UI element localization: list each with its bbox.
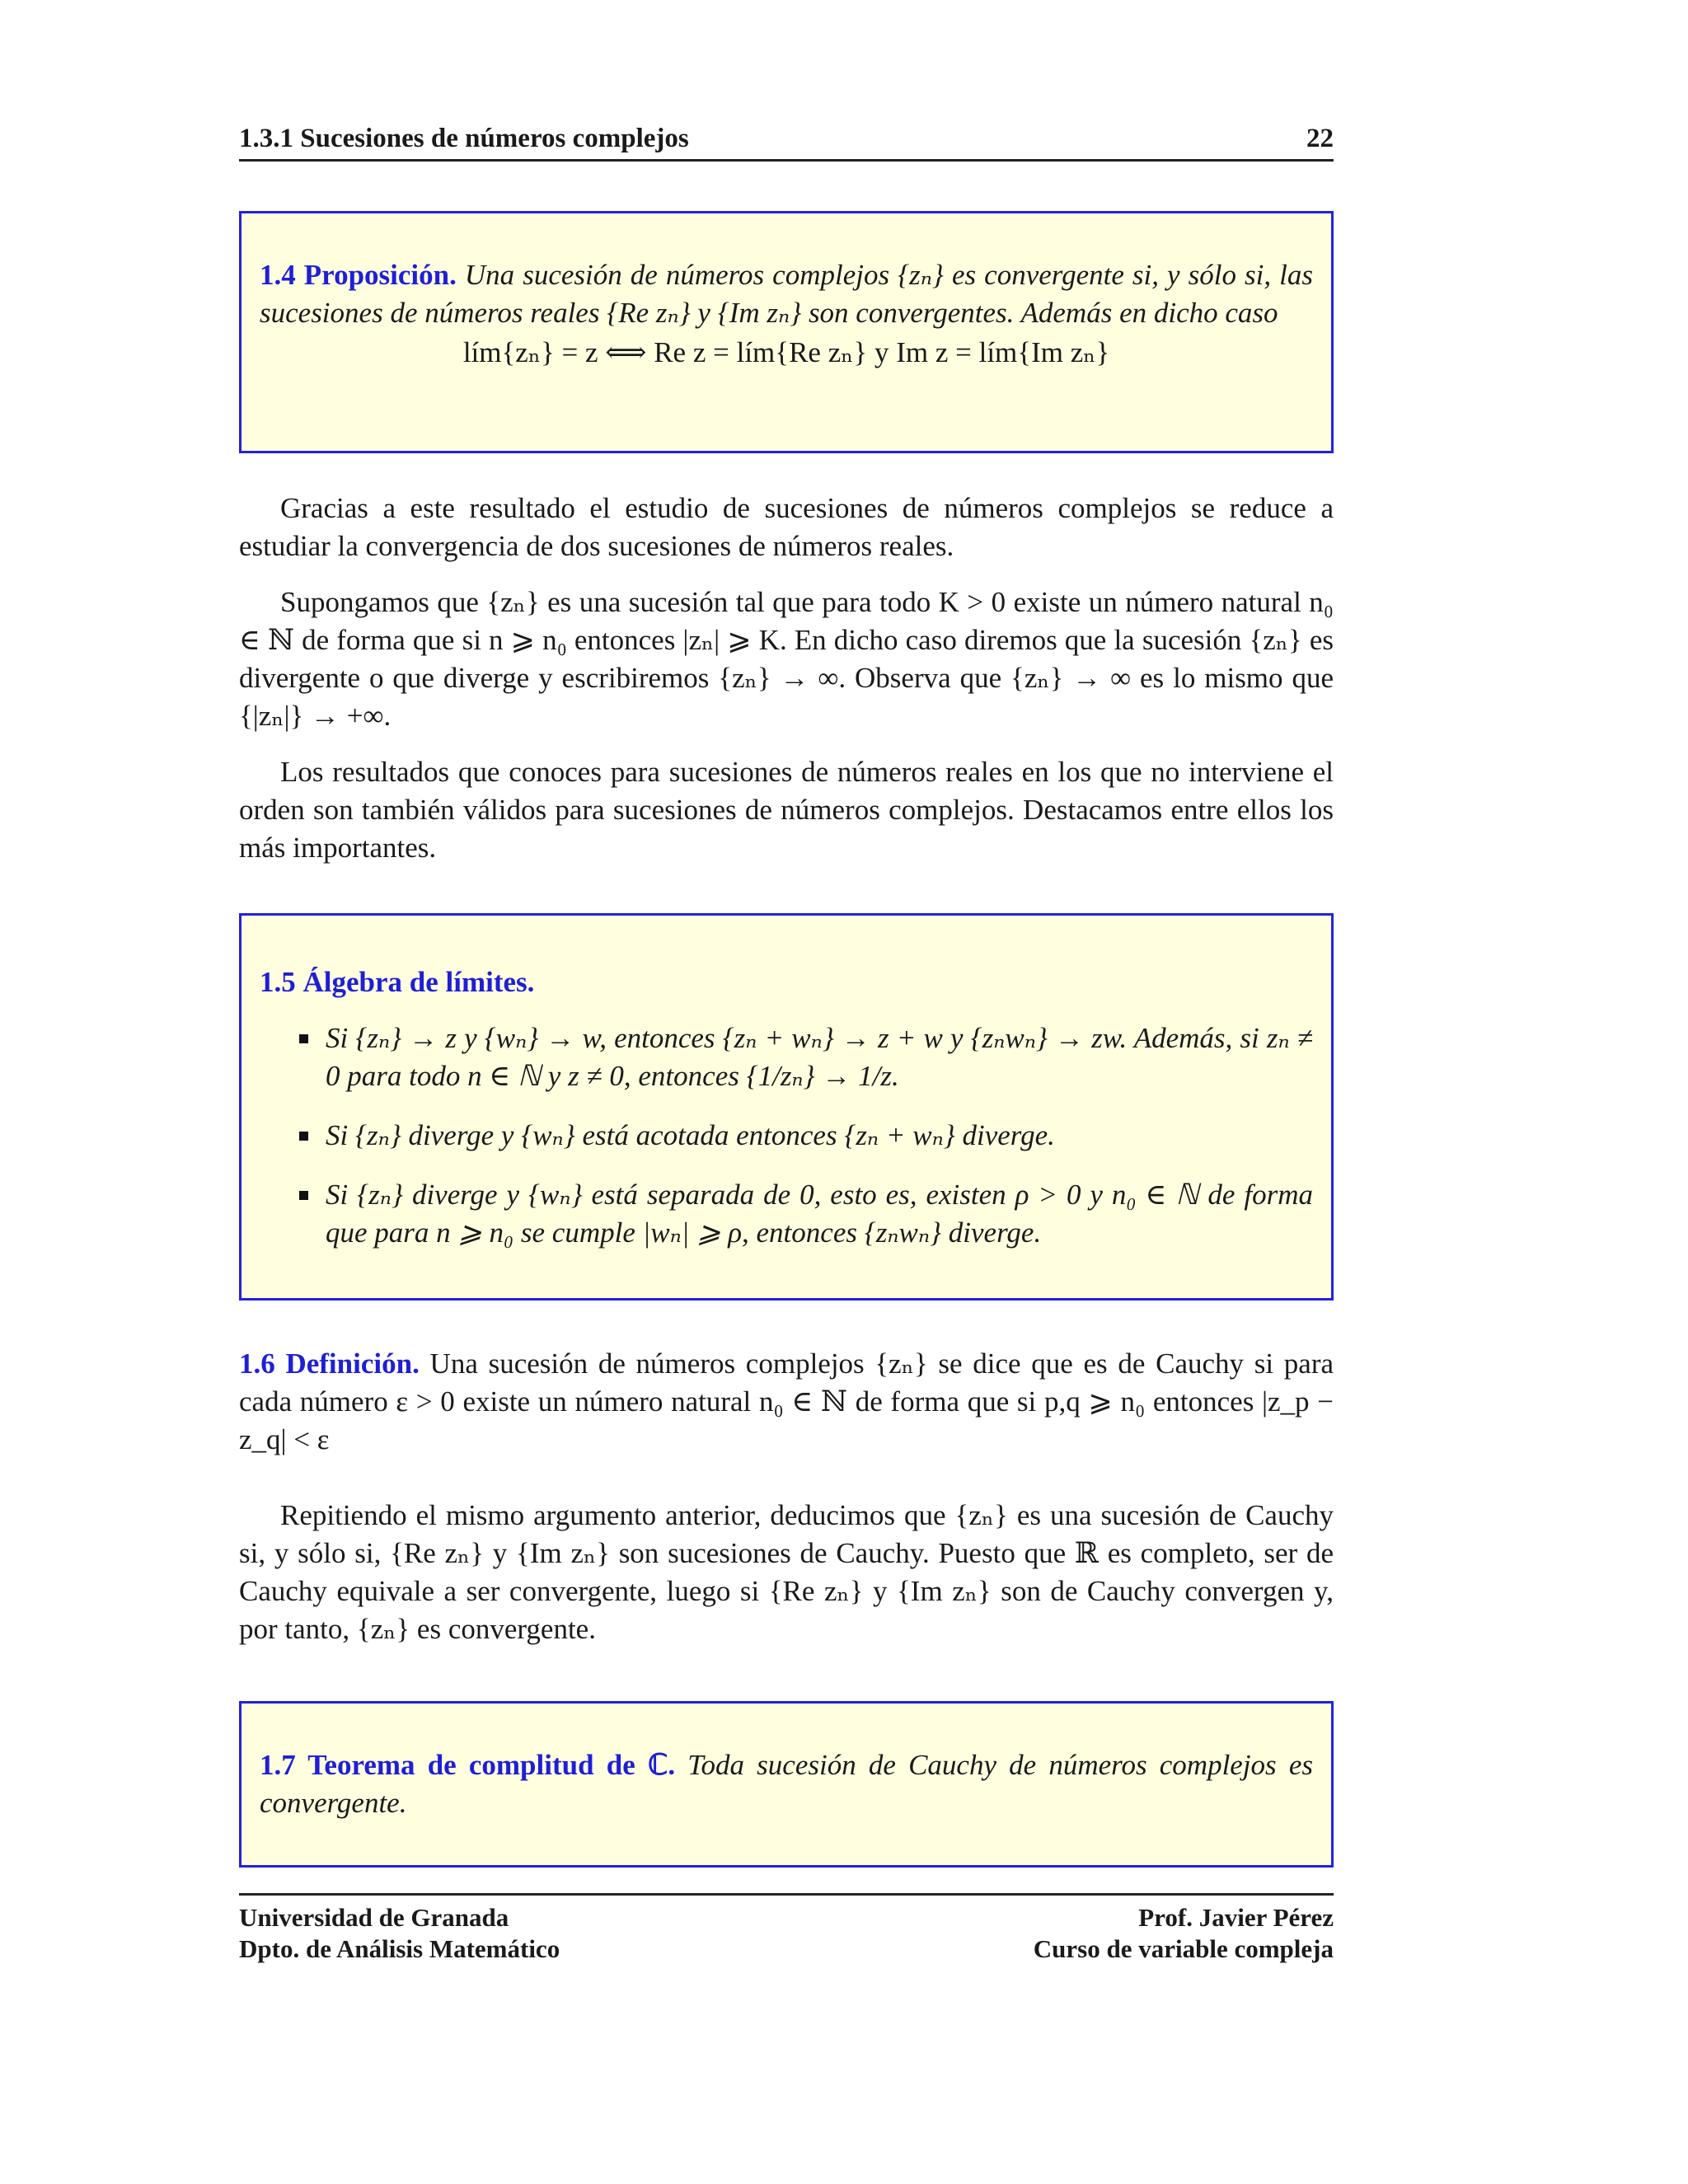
definition-text: Una sucesión de números complejos {zₙ} se dice que es de Cauchy si para cada número ε > 0 existe un número natural n₀ ∈ ℕ de forma que si p,q ⩾ n₀ entonces |z_p − z_q| < ε bbox=[239, 1347, 1334, 1455]
page-number: 22 bbox=[1306, 124, 1334, 153]
list-item: Si {zₙ} diverge y {wₙ} está separada de 0, esto es, existen ρ > 0 y n₀ ∈ ℕ de forma que para n ⩾ n₀ se cumple |wₙ| ⩾ ρ, entonces {zₙwₙ} diverge. bbox=[260, 1176, 1313, 1252]
theorem-text: Toda sucesión de Cauchy de números complejos es convergente. bbox=[260, 1749, 1313, 1819]
algebra-list bbox=[260, 1019, 1313, 1252]
definition bbox=[239, 1345, 1334, 1459]
intro-paragraphs bbox=[239, 490, 1334, 867]
theorem-box bbox=[239, 1701, 1334, 1868]
algebra-box bbox=[239, 913, 1334, 1301]
page-header bbox=[239, 124, 1334, 162]
footer-left bbox=[239, 1902, 560, 1965]
bullet-icon bbox=[299, 1132, 308, 1141]
proposition-text: Una sucesión de números complejos {zₙ} es convergente si, y sólo si, las sucesiones de números reales {Re zₙ} y {Im zₙ} son convergentes. Además en dicho caso bbox=[260, 259, 1313, 329]
cauchy-paragraph bbox=[239, 1497, 1334, 1648]
bullet-icon bbox=[299, 1191, 308, 1200]
footer-course: Curso de variable compleja bbox=[1033, 1934, 1334, 1963]
definition-label: 1.6 Definición. bbox=[239, 1347, 420, 1380]
page-footer bbox=[239, 1893, 1334, 1965]
footer-author: Prof. Javier Pérez bbox=[1138, 1903, 1334, 1932]
footer-department: Dpto. de Análisis Matemático bbox=[239, 1934, 560, 1963]
paragraph: Gracias a este resultado el estudio de sucesiones de números complejos se reduce a estudiar la convergencia de dos sucesiones de números reales. bbox=[239, 492, 1334, 562]
section-title: 1.3.1 Sucesiones de números complejos bbox=[239, 124, 689, 153]
paragraph: Repitiendo el mismo argumento anterior, deducimos que {zₙ} es una sucesión de Cauchy si, y sólo si, {Re zₙ} y {Im zₙ} son sucesiones de Cauchy. Puesto que ℝ es completo, ser de Cauchy equivale a ser convergente, luego si {Re zₙ} y {Im zₙ} son de Cauchy convergen y, por tanto, {zₙ} es convergente. bbox=[239, 1499, 1334, 1645]
algebra-label: 1.5 Álgebra de límites. bbox=[260, 966, 535, 998]
list-item: Si {zₙ} → z y {wₙ} → w, entonces {zₙ + wₙ} → z + w y {zₙwₙ} → zw. Además, si zₙ ≠ 0 para todo n ∈ ℕ y z ≠ 0, entonces {1/zₙ} → 1/z. bbox=[260, 1019, 1313, 1095]
proposition-formula: lím{zₙ} = z ⟺ Re z = lím{Re zₙ} y Im z = lím{Im zₙ} bbox=[462, 336, 1110, 368]
theorem-label: 1.7 Teorema de complitud de ℂ. bbox=[260, 1749, 676, 1781]
bullet-icon bbox=[299, 1034, 308, 1043]
proposition-label: 1.4 Proposición. bbox=[260, 259, 457, 291]
paragraph: Los resultados que conoces para sucesiones de números reales en los que no interviene el orden son también válidos para sucesiones de números complejos. Destacamos entre ellos los más importantes. bbox=[239, 756, 1334, 864]
proposition-box bbox=[239, 211, 1334, 453]
list-item: Si {zₙ} diverge y {wₙ} está acotada entonces {zₙ + wₙ} diverge. bbox=[260, 1117, 1313, 1155]
footer-right bbox=[1034, 1902, 1334, 1965]
paragraph: Supongamos que {zₙ} es una sucesión tal que para todo K > 0 existe un número natural n₀ ∈ ℕ de forma que si n ⩾ n₀ entonces |zₙ| ⩾ K. En dicho caso diremos que la sucesión {zₙ} es divergente o que diverge y escribiremos {zₙ} → ∞. Observa que {zₙ} → ∞ es lo mismo que {|zₙ|} → +∞. bbox=[239, 586, 1334, 732]
footer-university: Universidad de Granada bbox=[239, 1903, 509, 1932]
